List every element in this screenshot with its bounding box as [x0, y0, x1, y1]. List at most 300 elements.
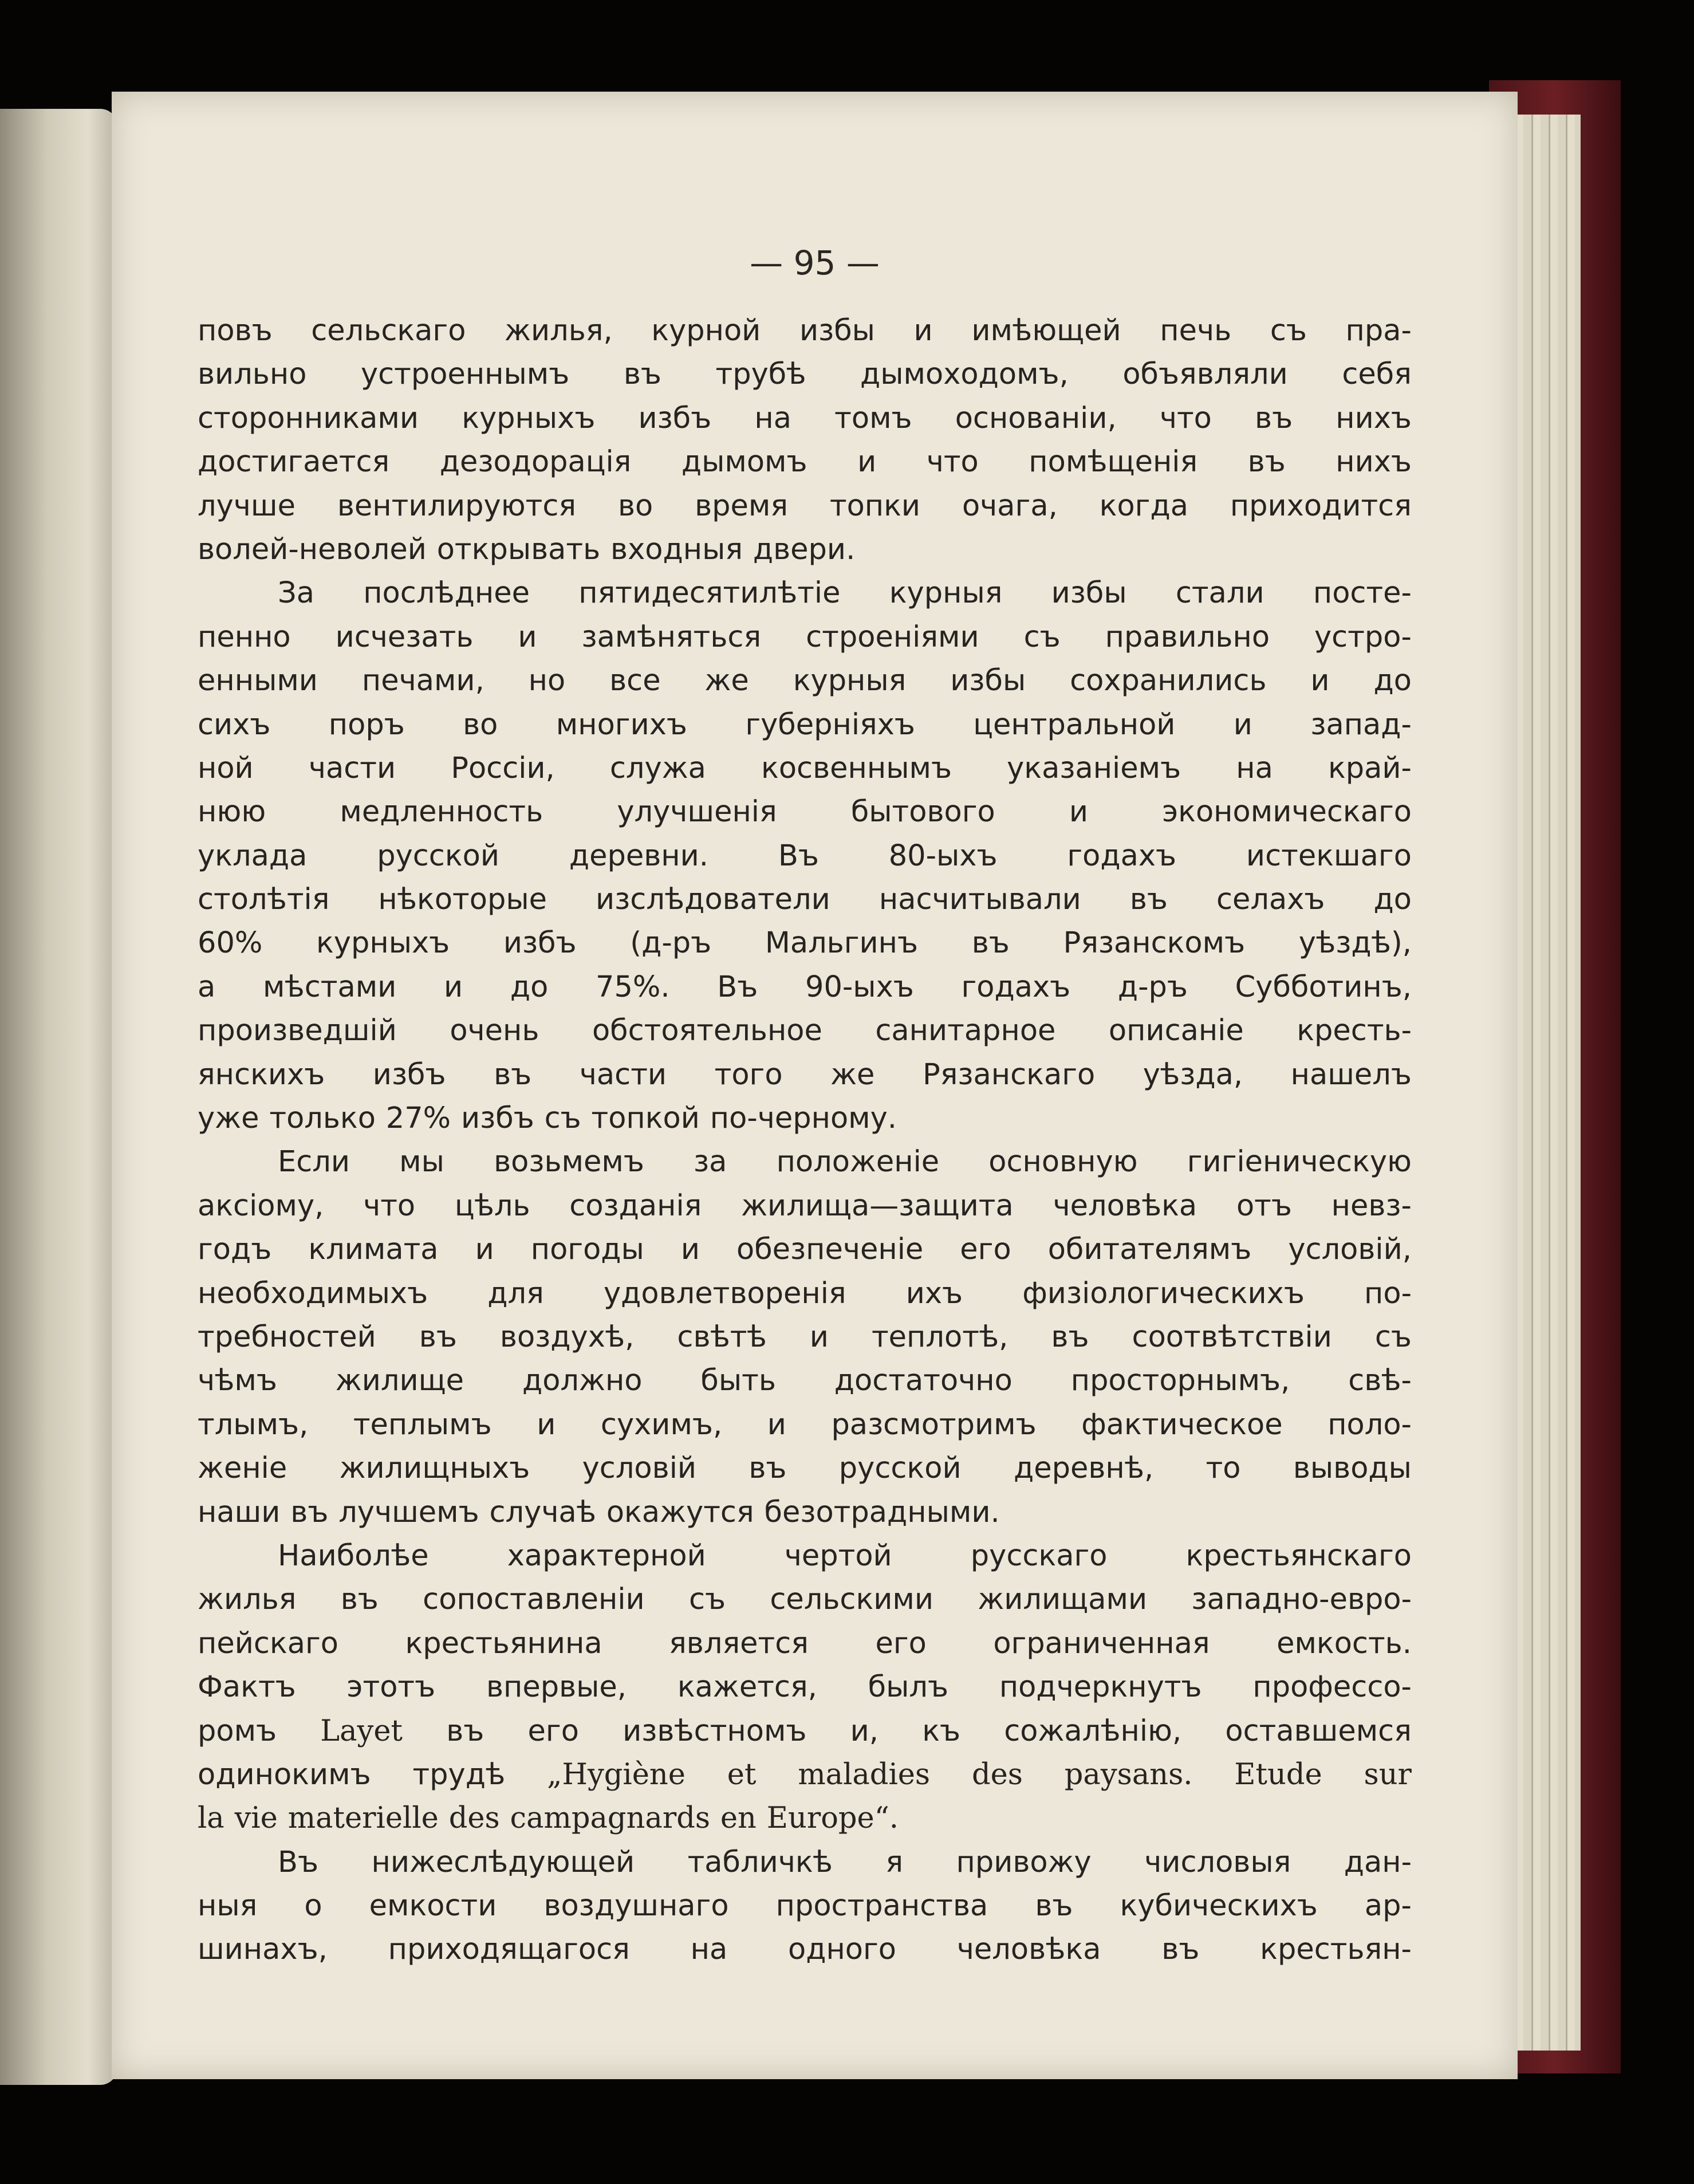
word: топкой: [591, 1101, 700, 1136]
word: во: [617, 489, 653, 523]
word: уѣзда,: [1143, 1057, 1243, 1092]
word: впервые,: [486, 1670, 627, 1705]
word: человѣка: [956, 1933, 1101, 1967]
word: 75%.: [596, 970, 670, 1004]
word: уклада: [198, 839, 308, 873]
word: правильно: [1105, 620, 1270, 654]
word: крестьянина: [405, 1626, 602, 1660]
word: основаніи,: [955, 401, 1117, 435]
word: воздушнаго: [543, 1889, 729, 1923]
word: съ: [1374, 1320, 1412, 1354]
body-text: [198, 309, 1412, 1972]
word: избъ: [460, 1101, 534, 1136]
word: въ: [494, 1057, 532, 1092]
word: же: [830, 1057, 875, 1092]
word: санитарное: [875, 1014, 1056, 1048]
word: годахъ: [961, 970, 1071, 1004]
word: трубѣ: [715, 357, 806, 392]
word: цѣль: [454, 1189, 530, 1223]
word: обезпеченіе: [736, 1233, 924, 1267]
word: печь: [1160, 314, 1232, 348]
word: вильно: [198, 357, 307, 392]
word: указаніемъ: [1007, 751, 1181, 785]
text-line: [198, 1228, 1412, 1272]
word: курныхъ: [462, 401, 596, 435]
word: и: [809, 1320, 829, 1354]
word: ныя: [198, 1889, 258, 1923]
word: поръ: [328, 707, 405, 742]
word: дезодорація: [439, 445, 632, 479]
word: объявляли: [1122, 357, 1288, 392]
word: подчеркнутъ: [999, 1670, 1202, 1705]
word: до: [1373, 664, 1412, 698]
text-line: [198, 1272, 1412, 1316]
word: въ: [446, 1714, 484, 1748]
word: же: [704, 664, 749, 698]
word: кажется,: [677, 1670, 817, 1705]
word: входныя: [610, 532, 743, 566]
word: ромъ: [198, 1714, 277, 1748]
word: съ: [688, 1583, 726, 1617]
word: емкость.: [1277, 1626, 1412, 1660]
word: Рязанскаго: [922, 1057, 1096, 1092]
word: во: [463, 707, 498, 742]
word: и: [857, 445, 877, 479]
word: нѣкоторые: [378, 883, 547, 917]
word: имѣющей: [971, 314, 1121, 348]
word: деревни.: [569, 839, 708, 873]
word: насчитывали: [878, 883, 1081, 917]
word: кресть-: [1297, 1014, 1412, 1048]
word: campagnards: [510, 1801, 711, 1836]
word: чѣмъ: [198, 1364, 277, 1398]
word: необходимыхъ: [198, 1276, 428, 1311]
word: я: [885, 1845, 904, 1879]
text-line: [198, 1534, 1412, 1578]
word: la: [198, 1801, 224, 1836]
text-line: [198, 1403, 1412, 1447]
text-line: [198, 1009, 1412, 1053]
word: его: [875, 1626, 927, 1660]
word: послѣднее: [363, 576, 530, 611]
word: является: [669, 1626, 809, 1660]
word: уже: [198, 1101, 259, 1136]
word: Наиболѣе: [278, 1538, 429, 1573]
word: центральной: [973, 707, 1176, 742]
text-line: [198, 528, 1412, 572]
text-line: [198, 659, 1412, 703]
word: по-черному.: [710, 1101, 897, 1136]
word: въ: [1035, 1889, 1073, 1923]
word: русскаго: [970, 1538, 1108, 1573]
word: вентилируются: [337, 489, 577, 523]
word: и: [444, 970, 463, 1004]
word: пятидесятилѣтіе: [578, 576, 841, 611]
word: то: [1206, 1451, 1241, 1486]
word: экономическаго: [1162, 795, 1412, 829]
text-line: [198, 1097, 1412, 1140]
word: et: [727, 1757, 757, 1792]
word: строеніями: [806, 620, 979, 654]
word: профессо-: [1252, 1670, 1412, 1705]
word: сухимъ,: [600, 1407, 723, 1442]
text-line: [198, 1053, 1412, 1097]
word: сохранились: [1070, 664, 1267, 698]
word: въ: [1129, 883, 1168, 917]
word: удовлетворенія: [603, 1276, 846, 1311]
text-line: [198, 1710, 1412, 1753]
word: 90-ыхъ: [805, 970, 914, 1004]
word: мы: [399, 1145, 444, 1179]
word: сельскими: [770, 1583, 934, 1617]
word: русской: [838, 1451, 962, 1486]
word: что: [926, 445, 979, 479]
word: тлымъ,: [198, 1407, 309, 1442]
word: 80-ыхъ: [888, 839, 998, 873]
word: дымоходомъ,: [860, 357, 1069, 392]
word: Россіи,: [451, 751, 555, 785]
word: въ: [1255, 401, 1293, 435]
word: оставшемся: [1225, 1714, 1412, 1748]
word: Если: [278, 1145, 350, 1179]
word: maladies: [798, 1757, 931, 1792]
left-page-edge: [0, 109, 117, 2085]
word: въ: [290, 1495, 329, 1529]
text-line: [198, 878, 1412, 922]
word: избы: [1051, 576, 1127, 611]
word: его: [960, 1233, 1011, 1267]
word: сельскаго: [311, 314, 466, 348]
word: и,: [850, 1714, 879, 1748]
word: очень: [450, 1014, 539, 1048]
word: столѣтія: [198, 883, 330, 917]
word: на: [1236, 751, 1273, 785]
text-line: [198, 1928, 1412, 1971]
word: свѣтѣ: [677, 1320, 767, 1354]
word: одинокимъ: [198, 1757, 371, 1792]
text-line: [198, 397, 1412, 440]
word: только: [269, 1101, 376, 1136]
word: одного: [788, 1933, 897, 1967]
word: жилищами: [978, 1583, 1148, 1617]
word: до: [1373, 883, 1412, 917]
word: и: [913, 314, 933, 348]
word: sur: [1364, 1757, 1412, 1792]
word: мѣстами: [262, 970, 397, 1004]
word: волей-неволей: [198, 532, 427, 566]
text-line: [198, 440, 1412, 484]
word: сторонниками: [198, 401, 419, 435]
word: достигается: [198, 445, 390, 479]
text-line: [198, 1140, 1412, 1184]
word: трудѣ: [412, 1757, 506, 1792]
word: Мальгинъ: [765, 926, 919, 961]
word: въ: [340, 1583, 379, 1617]
word: пра-: [1345, 314, 1412, 348]
word: избы: [799, 314, 875, 348]
word: Europe“.: [766, 1801, 899, 1836]
word: устро-: [1314, 620, 1412, 654]
word: изслѣдователи: [596, 883, 830, 917]
word: шинахъ,: [198, 1933, 328, 1967]
word: и: [680, 1233, 700, 1267]
word: Etude: [1234, 1757, 1322, 1792]
text-line: [198, 616, 1412, 659]
word: кубическихъ: [1120, 1889, 1318, 1923]
word: свѣ-: [1348, 1364, 1412, 1398]
word: физіологическихъ: [1022, 1276, 1305, 1311]
word: лучшемъ: [338, 1495, 479, 1529]
word: курныя: [889, 576, 1003, 611]
word: дымомъ: [681, 445, 807, 479]
word: въ: [971, 926, 1010, 961]
text-line: [198, 1447, 1412, 1490]
word: въ: [419, 1320, 457, 1354]
word: приходится: [1230, 489, 1412, 523]
word: все: [609, 664, 661, 698]
word: косвеннымъ: [761, 751, 952, 785]
word: нюю: [198, 795, 266, 829]
word: разсмотримъ: [831, 1407, 1037, 1442]
text-line: [198, 1578, 1412, 1622]
word: достаточно: [834, 1364, 1013, 1398]
word: исчезать: [335, 620, 474, 654]
word: на: [690, 1933, 728, 1967]
word: съ: [1023, 620, 1061, 654]
word: возьмемъ: [494, 1145, 644, 1179]
word: и: [767, 1407, 786, 1442]
word: привожу: [956, 1845, 1092, 1879]
word: стали: [1175, 576, 1264, 611]
word: и: [518, 620, 537, 654]
word: быть: [700, 1364, 776, 1398]
word: избы: [950, 664, 1026, 698]
word: выводы: [1293, 1451, 1412, 1486]
word: человѣка: [1053, 1189, 1197, 1223]
word: жилья: [198, 1583, 297, 1617]
word: чертой: [784, 1538, 892, 1573]
word: vie: [234, 1801, 278, 1836]
text-line: [198, 1491, 1412, 1534]
word: 27%: [385, 1101, 451, 1136]
word: созданія: [569, 1189, 702, 1223]
word: посте-: [1313, 576, 1412, 611]
word: служа: [609, 751, 706, 785]
text-line: [198, 1185, 1412, 1228]
word: годахъ: [1067, 839, 1177, 873]
word: условій,: [1288, 1233, 1412, 1267]
word: себя: [1342, 357, 1412, 392]
word: жилище: [335, 1364, 464, 1398]
text-line: [198, 1753, 1412, 1797]
word: губерніяхъ: [745, 707, 915, 742]
word: ихъ: [905, 1276, 963, 1311]
word: условій: [582, 1451, 697, 1486]
word: гигіеническую: [1187, 1145, 1412, 1179]
text-line: [198, 835, 1412, 878]
word: приходящагося: [388, 1933, 630, 1967]
word: ной: [198, 751, 254, 785]
text-line: [198, 1841, 1412, 1884]
word: съ: [1270, 314, 1307, 348]
word: Layet: [320, 1714, 403, 1748]
word: въ: [1051, 1320, 1089, 1354]
word: деревнѣ,: [1013, 1451, 1154, 1486]
word: въ: [1161, 1933, 1200, 1967]
word: безотрадными.: [764, 1495, 1000, 1529]
word: его: [527, 1714, 579, 1748]
word: невз-: [1331, 1189, 1412, 1223]
word: числовыя: [1144, 1845, 1291, 1879]
word: теплотѣ,: [871, 1320, 1008, 1354]
word: paysans.: [1064, 1757, 1193, 1792]
word: истекшаго: [1246, 839, 1412, 873]
word: пространства: [775, 1889, 988, 1923]
word: обстоятельное: [592, 1014, 822, 1048]
word: обитателямъ: [1047, 1233, 1252, 1267]
text-line: [198, 1316, 1412, 1359]
word: двери.: [753, 532, 856, 566]
word: край-: [1327, 751, 1412, 785]
text-line: [198, 1666, 1412, 1709]
word: жилища—защита: [741, 1189, 1014, 1223]
word: характерной: [507, 1538, 706, 1573]
word: должно: [522, 1364, 643, 1398]
word: и: [1233, 707, 1252, 742]
word: крестьянскаго: [1185, 1538, 1412, 1573]
word: нижеслѣдующей: [371, 1845, 635, 1879]
word: въ: [1247, 445, 1286, 479]
word: лучше: [198, 489, 296, 523]
word: соотвѣтствіи: [1132, 1320, 1332, 1354]
word: улучшенія: [617, 795, 777, 829]
word: „Hygiène: [547, 1757, 686, 1792]
word: просторнымъ,: [1070, 1364, 1290, 1398]
text-line: [198, 790, 1412, 834]
word: воздухѣ,: [499, 1320, 635, 1354]
book-page: [112, 92, 1518, 2079]
text-line: [198, 1884, 1412, 1928]
word: когда: [1099, 489, 1188, 523]
word: окажутся: [606, 1495, 754, 1529]
word: избъ: [638, 401, 712, 435]
word: жилищныхъ: [339, 1451, 530, 1486]
word: устроеннымъ: [360, 357, 570, 392]
word: Рязанскомъ: [1063, 926, 1246, 961]
word: енными: [198, 664, 318, 698]
word: фактическое: [1081, 1407, 1283, 1442]
word: избъ: [372, 1057, 446, 1092]
word: жилья,: [505, 314, 613, 348]
word: въ: [748, 1451, 787, 1486]
word: янскихъ: [198, 1057, 325, 1092]
word: погоды: [530, 1233, 644, 1267]
word: Въ: [717, 970, 758, 1004]
word: по-: [1364, 1276, 1412, 1311]
word: des: [448, 1801, 500, 1836]
word: русской: [377, 839, 499, 873]
word: Субботинъ,: [1235, 970, 1412, 1004]
word: курныя: [793, 664, 907, 698]
word: части: [579, 1057, 667, 1092]
word: климата: [308, 1233, 439, 1267]
word: табличкѣ: [687, 1845, 833, 1879]
word: и: [537, 1407, 556, 1442]
word: годъ: [198, 1233, 272, 1267]
word: части: [308, 751, 396, 785]
text-line: [198, 966, 1412, 1009]
word: аксіому,: [198, 1189, 324, 1223]
word: для: [487, 1276, 544, 1311]
word: ограниченная: [993, 1626, 1210, 1660]
word: но: [528, 664, 566, 698]
word: извѣстномъ: [623, 1714, 807, 1748]
word: ар-: [1364, 1889, 1412, 1923]
word: en: [720, 1801, 757, 1836]
word: materielle: [287, 1801, 439, 1836]
word: сихъ: [198, 707, 271, 742]
word: повъ: [198, 314, 273, 348]
word: основную: [988, 1145, 1138, 1179]
word: и: [475, 1233, 494, 1267]
word: случаѣ: [489, 1495, 596, 1529]
word: бытового: [850, 795, 995, 829]
word: уѣздѣ),: [1298, 926, 1412, 961]
word: этотъ: [346, 1670, 436, 1705]
text-line: [198, 353, 1412, 396]
page-number: — 95 —: [750, 243, 880, 282]
word: топки: [829, 489, 921, 523]
word: крестьян-: [1260, 1933, 1412, 1967]
word: время: [695, 489, 789, 523]
text-line: [198, 1797, 1412, 1840]
word: въ: [623, 357, 661, 392]
text-line: [198, 572, 1412, 615]
word: положеніе: [776, 1145, 940, 1179]
text-line: [198, 703, 1412, 747]
word: замѣняться: [581, 620, 762, 654]
text-line: [198, 1359, 1412, 1403]
word: о: [304, 1889, 322, 1923]
word: очага,: [962, 489, 1058, 523]
word: (д-ръ: [630, 926, 712, 961]
text-line: [198, 922, 1412, 965]
word: поло-: [1327, 1407, 1412, 1442]
word: описаніе: [1108, 1014, 1244, 1048]
word: медленность: [340, 795, 543, 829]
text-line: [198, 485, 1412, 528]
word: къ: [922, 1714, 961, 1748]
word: за: [694, 1145, 727, 1179]
word: емкости: [369, 1889, 497, 1923]
word: западно-евро-: [1191, 1583, 1412, 1617]
word: Фактъ: [198, 1670, 296, 1705]
word: а: [198, 970, 216, 1004]
word: до: [510, 970, 549, 1004]
word: запад-: [1310, 707, 1412, 742]
word: сопоставленіи: [423, 1583, 645, 1617]
word: что: [1159, 401, 1212, 435]
text-line: [198, 747, 1412, 790]
word: произведшій: [198, 1014, 397, 1048]
word: нашелъ: [1290, 1057, 1412, 1092]
word: курныхъ: [316, 926, 450, 961]
word: селахъ: [1216, 883, 1325, 917]
word: открывать: [436, 532, 601, 566]
word: былъ: [868, 1670, 949, 1705]
word: отъ: [1236, 1189, 1292, 1223]
word: и: [1069, 795, 1089, 829]
